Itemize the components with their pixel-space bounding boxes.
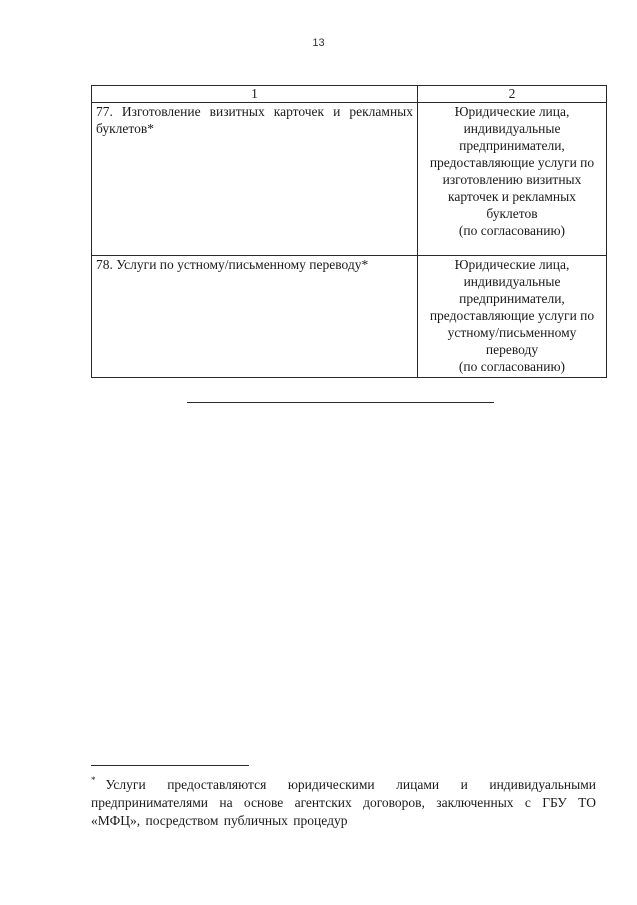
footnote-separator bbox=[91, 765, 249, 766]
service-name: 78. Услуги по устному/письменному переводу* bbox=[96, 257, 369, 272]
page-number: 13 bbox=[312, 37, 325, 49]
providers-text: Юридические лица, индивидуальные предприниматели, предоставляющие услуги по устному/письменному переводу bbox=[429, 257, 595, 357]
services-table bbox=[91, 85, 607, 378]
footnote-text: Услуги предоставляются юридическими лицами и индивидуальными предпринимателями на основе агентских договоров, заключенных с ГБУ ТО «МФЦ», посредством публичных процедур bbox=[91, 777, 596, 828]
providers-cell bbox=[418, 103, 607, 256]
providers-text: Юридические лица, индивидуальные предприниматели, предоставляющие услуги по изготовлению визитных карточек и рекламных буклетов bbox=[429, 104, 595, 221]
table-header-row bbox=[92, 86, 607, 103]
approval-note: (по согласованию) bbox=[458, 359, 566, 374]
approval-note: (по согласованию) bbox=[458, 223, 566, 238]
column-header-1: 1 bbox=[92, 86, 418, 103]
table-row bbox=[92, 256, 607, 378]
column-header-2: 2 bbox=[418, 86, 607, 103]
table-row bbox=[92, 103, 607, 256]
footnote bbox=[91, 776, 596, 830]
providers-cell bbox=[418, 256, 607, 378]
service-name: 77. Изготовление визитных карточек и рекламных буклетов* bbox=[96, 104, 413, 136]
service-cell bbox=[92, 103, 418, 256]
separator-line bbox=[187, 402, 494, 403]
service-cell bbox=[92, 256, 418, 378]
footnote-marker: * bbox=[91, 775, 96, 785]
